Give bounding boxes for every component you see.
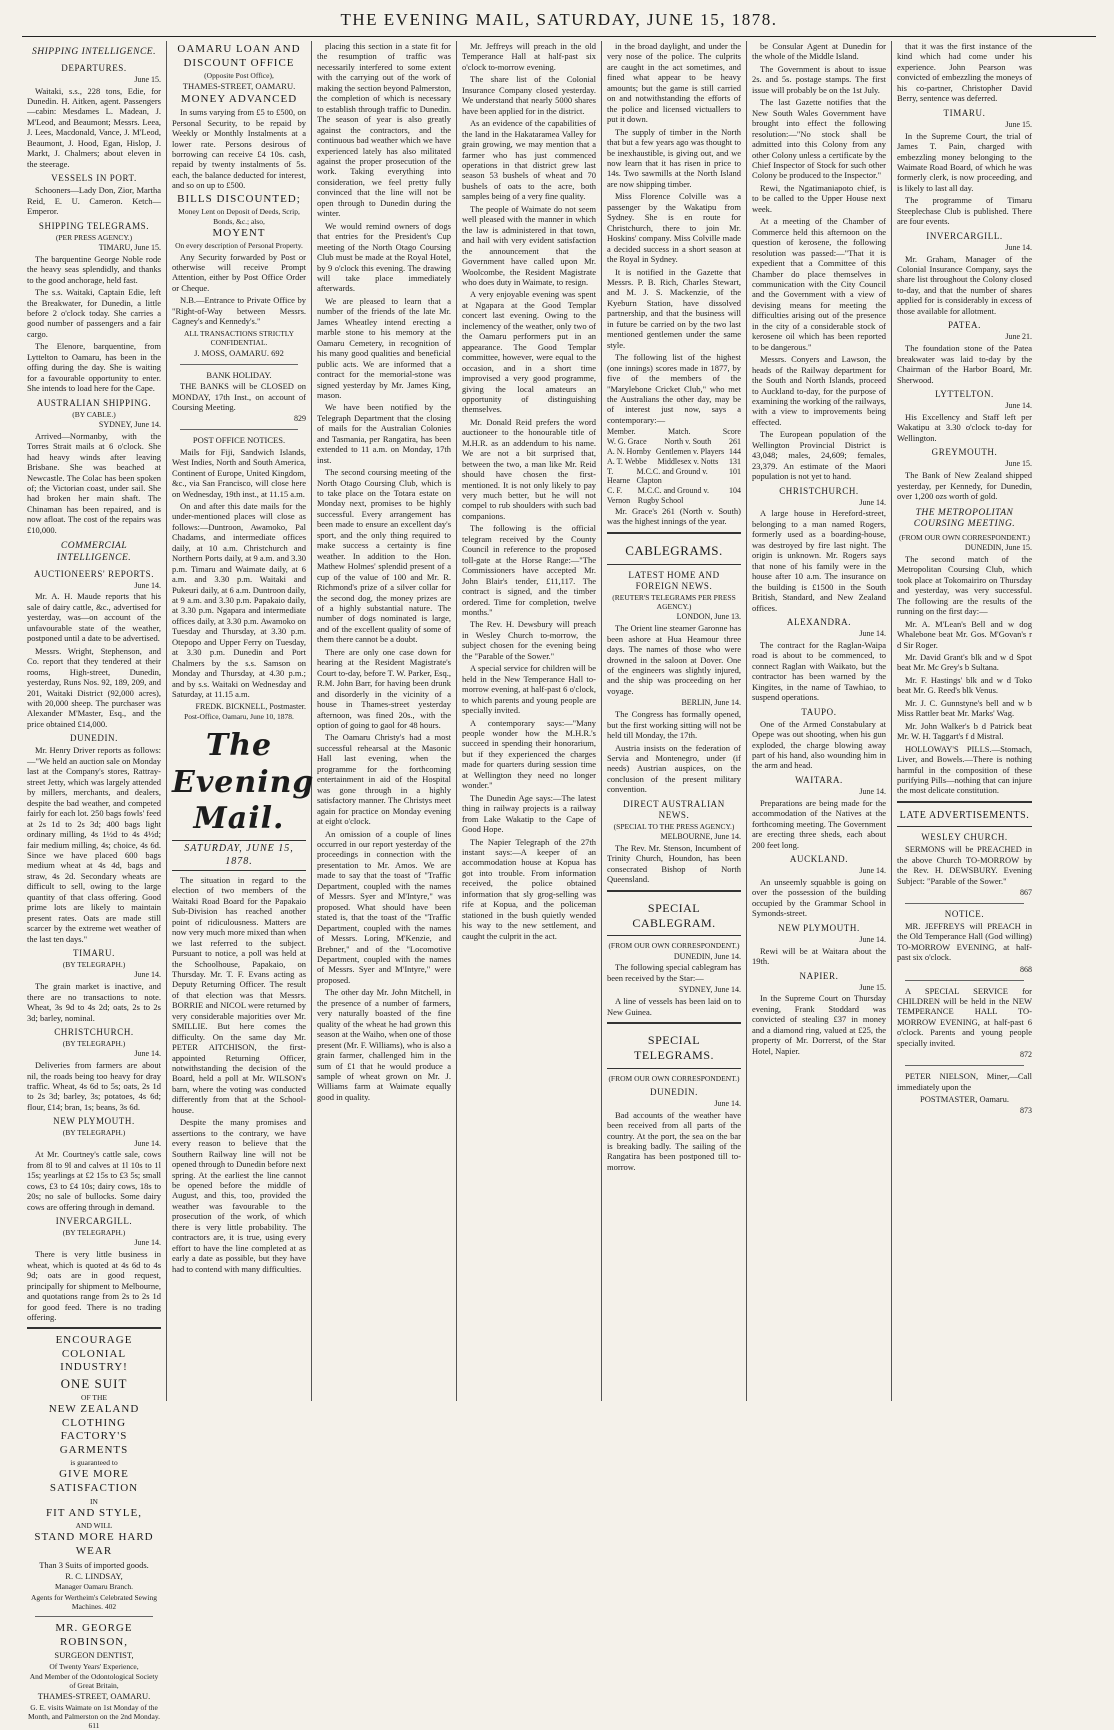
- ad-text: Agents for Wertheim's Celebrated Sewing Machines.: [31, 1592, 157, 1611]
- article-paragraph: The Rev. Mr. Stenson, Incumbent of Trinity Church, Houndon, has been consecrated Bishop of North Queensland.: [607, 843, 741, 885]
- divider: [27, 1327, 161, 1329]
- section-heading: AUCTIONEERS' REPORTS.: [33, 568, 155, 579]
- article-paragraph: In the Supreme Court on Thursday evening, Frank Stoddard was convicted of stealing £37 in money and a diamond ring, valued at £25, the property of Mr. Dorrerst, of the Star Hotel, Napier.: [752, 993, 886, 1056]
- section-heading: NOTICE.: [944, 908, 985, 919]
- score-table-header: [607, 427, 741, 437]
- special-telegrams-section: [607, 1022, 741, 1069]
- divider: [905, 1065, 1024, 1066]
- article-paragraph: The Rev. H. Dewsbury will preach in Wesley Church to-morrow, the subject chosen for the evening being the "Parable of the Sower.": [462, 619, 596, 661]
- article-paragraph: As an evidence of the capabilities of the land in the Hakataramea Valley for grain growing, we may mention that a farmer who has just commenced operations in that district grew last season 53 bushels of wheat and 70 bushels of oats to the acre, both samples being of a very fine quality.: [462, 118, 596, 202]
- ad-paragraph: N.B.—Entrance to Private Office by "Right-of-Way between Messrs. Cagney's and Kennedy's.": [172, 295, 306, 327]
- section-heading: WESLEY CHURCH.: [921, 832, 1008, 843]
- section-heading: CHRISTCHURCH.: [779, 485, 859, 496]
- article-paragraph: The following is the official telegram received by the County Council in reference to the proposed toll-gate at the Horse Range:—"The Commissioners have accepted Mr. John Blair's tender, £11,117. The contract is signed, and the timber ordered. Time for completion, twelve months.": [462, 523, 596, 618]
- ad-line: THAMES-STREET, OAMARU.: [37, 1691, 151, 1702]
- score-value: 261: [728, 437, 741, 447]
- ad-number: 868: [1020, 964, 1032, 974]
- special-cablegram-section: [607, 890, 741, 937]
- article-paragraph: Austria insists on the federation of Servia and Montenegro, under (if needs) Austrian auspices, on the conclusion of the present military convention.: [607, 742, 741, 795]
- ad-line: AND WILL: [75, 1521, 113, 1531]
- article-paragraph: Arrived—Normanby, with the Torres Strait mails at 6 o'clock. She had heavy winds after leaving Brisbane. She was beached at Newcastle. The Colac has been spoken of; the Victorian coast, under sail. She had broken her main shaft. The Chinaman has been repaired, and is now afloat. The cost of the repairs was £10,000.: [27, 430, 161, 535]
- article-paragraph: The Bank of New Zealand shipped yesterday, per Kennedy, for Dunedin, over 1,200 ozs worth of gold.: [897, 470, 1032, 502]
- article-paragraph: In the Supreme Court, the trial of James T. Pain, charged with embezzling money belonging to the Waimate Road Board, of which he was formerly clerk, is now proceeding, and is likely to last all day.: [897, 130, 1032, 193]
- column-1: [22, 41, 167, 1730]
- ad-paragraph: PETER NIELSON, Miner,—Call immediately upon the: [897, 1071, 1032, 1092]
- clothing-advertisement: [27, 1334, 161, 1611]
- section-heading: CHRISTCHURCH.: [54, 1026, 134, 1037]
- ad-line: [27, 1703, 161, 1730]
- ad-line: SURGEON DENTIST,: [54, 1650, 134, 1661]
- ad-line: POSTMASTER, Oamaru.: [919, 1094, 1009, 1105]
- article-paragraph: At a meeting of the Chamber of Commerce held this afternoon on the question of kerosene, the following resolution was passed:—"That it is expedient that a Committee of this Chamber do place themselves in communication with the City Council and the Government with a view of devising means for meeting the difficulties arising out of the presence in the city of a considerable stock of kerosene oil which has been reported to be dangerous.": [752, 216, 886, 352]
- section-heading: INVERCARGILL.: [926, 230, 1003, 241]
- subheading: (SPECIAL TO THE PRESS AGENCY.): [613, 821, 735, 831]
- article-paragraph: The s.s. Waitaki, Captain Edie, left the Breakwater, for Dunedin, a little before 2 o'clock today. She carries a good number of passengers and a fair cargo.: [27, 287, 161, 339]
- ad-line: THAMES-STREET, OAMARU.: [182, 81, 296, 92]
- newspaper-nameplate: The Evening Mail.: [172, 727, 315, 837]
- ad-headline: ENCOURAGE COLONIAL INDUSTRY!: [55, 1334, 133, 1374]
- column-6: [747, 41, 892, 1401]
- ad-headline: BANK HOLIDAY.: [206, 369, 272, 380]
- ad-line: BILLS DISCOUNTED;: [177, 192, 301, 205]
- article-paragraph: Mr. Grace's 261 (North v. South) was the highest innings of the year.: [607, 505, 741, 527]
- subheading: (FROM OUR OWN CORRESPONDENT.): [608, 1073, 740, 1083]
- score-col-score: Score: [722, 427, 741, 437]
- article-paragraph: The share list of the Colonial Insurance Company closed yesterday. We understand that nearly 5000 shares have been applied for in the district.: [462, 74, 596, 116]
- ad-line: Manager Oamaru Branch.: [54, 1582, 134, 1592]
- article-paragraph: Schooners—Lady Don, Zior, Martha Reid, E. U. Cameron. Ketch—Emperor.: [27, 185, 161, 217]
- ad-line: OF THE: [81, 1392, 107, 1402]
- article-paragraph: His Excellency and Staff left per Wakatipu at 3.30 o'clock to-day for Wellington.: [897, 411, 1032, 443]
- section-heading: ALEXANDRA.: [786, 617, 852, 627]
- section-heading: NEW PLYMOUTH.: [778, 922, 860, 933]
- article-paragraph: Messrs. Wright, Stephenson, and Co. report that they tendered at their rooms, High-street, Dunedin, yesterday, Runs Nos. 92, 189, 209, and 201, Waitaki District (92,000 acres), with 20,000 sheep. The purchaser was Alexander M'Master, Esq., and the price obtained £14,000.: [27, 645, 161, 729]
- article-paragraph: The following special cablegram has been received by the Star:—: [607, 962, 741, 983]
- editorial-paragraph: The situation in regard to the election of two members of the Waitaki Road Board for the Papakaio Sub-Division has reached another point of ridiculousness. Matters are now very much more mixed than when we last referred to the subject. Pursuant to notice, a poll was held at the Schoolhouse, Papakaio, on Thursday. Mr. T. F. Evans acting as Deputy Returning Officer. The result of that election was that Messrs. BORRIE and NICOL were returned by very considerable majorities over Mr. SMILLIE. But here comes the difficulty. On the same day Mr. PETER AITCHISON, the first-appointed Returning Officer, notwithstanding the decision of the Board, held a poll at Mr. WILSON's barn, where the voting was conducted differently from that at the School-house.: [172, 874, 306, 1115]
- dateline: June 14.: [859, 934, 886, 944]
- article-paragraph: We have been notified by the Telegraph Department that the closing of mails for the Australian Colonies and Tasmania, per Rangatira, has been extended to 11 a.m. on Monday, 17th inst.: [317, 402, 451, 465]
- article-paragraph: The foundation stone of the Patea breakwater was laid to-day by the Chairman of the Harbor Board, Mr. Sherwood.: [897, 343, 1032, 385]
- masthead: THE EVENING MAIL, SATURDAY, JUNE 15, 1878.: [22, 10, 1096, 37]
- article-paragraph: An unseemly squabble is going on over the possession of the building occupied by the Grammar School in Symonds-street.: [752, 876, 886, 919]
- article-paragraph: The Government is about to issue 2s. and 5s. postage stamps. The first issue will probably be on the 1st July.: [752, 63, 886, 95]
- cablegrams-section: [607, 532, 741, 565]
- column-3: [312, 41, 457, 1401]
- score-match: M.C.C. and Ground v. Rugby School: [637, 486, 710, 506]
- subheading: (BY TELEGRAPH.): [62, 1228, 126, 1238]
- article-paragraph: Miss Florence Colville was a passenger by the Wakatipu from Sydney. She is en route for Christchurch, there to join Mr. Hoskins' company. Miss Colville made a decided success in a short season at the Royal in Sydney.: [607, 191, 741, 265]
- ad-number: 402: [104, 1601, 117, 1611]
- column-2: [167, 41, 315, 1401]
- dateline: TIMARU, June 15.: [98, 242, 161, 252]
- section-heading: LATEST HOME AND FOREIGN NEWS.: [628, 569, 720, 591]
- table-row: [607, 437, 741, 447]
- ad-paragraph: Any Security forwarded by Post or otherwise will receive Prompt Attention, either by Post Office Order or Cheque.: [172, 251, 306, 293]
- score-col-match: Match.: [668, 427, 691, 437]
- score-match: Gentlemen v. Players: [655, 446, 725, 456]
- dateline: DUNEDIN, June 15.: [964, 543, 1032, 553]
- dateline: June 14.: [859, 497, 886, 507]
- score-member: A. N. Hornby: [607, 446, 651, 456]
- article-paragraph: Mr. Graham, Manager of the Colonial Insurance Company, says the share list throughout the Colony closed to-day, and that the number of shares applied for is considerably in excess of those available for allotment.: [897, 253, 1032, 316]
- section-heading: VESSELS IN PORT.: [51, 173, 137, 184]
- score-member: A. T. Webbe: [607, 456, 647, 466]
- article-paragraph: Waitaki, s.s., 228 tons, Edie, for Dunedin. H. Aitken, agent. Passengers—cabin: Mesdames L. Madean, J. M'Leod, and Beaumont; Messrs. Leea, J. Lees, Macdonald, Vance, J. M'Leod, Beaumont, J. Hood, Egan, Hislop, J. Markt, J. Chalmers; about eleven in the steerage.: [27, 85, 161, 169]
- article-paragraph: The barquentine George Noble rode the heavy seas splendidly, and thanks to the good anchorage, held fast.: [27, 253, 161, 285]
- list-item: Mr. David Grant's blk and w d Spot beat Mr. Mc Grey's b Sultana.: [897, 651, 1032, 673]
- ad-headline: MR. GEORGE ROBINSON,: [55, 1622, 133, 1648]
- section-heading: WAITARA.: [795, 774, 843, 785]
- table-row: [607, 447, 741, 457]
- section-heading: GREYMOUTH.: [931, 447, 998, 458]
- article-paragraph: Messrs. Conyers and Lawson, the heads of the Railway department for the South and North Islands, proceed to Auckland to-day, for the purpose of examining the working of the railways, with a view to improvements being effected.: [752, 354, 886, 427]
- dateline: June 15.: [1005, 119, 1032, 129]
- loan-office-advertisement: [172, 43, 306, 359]
- ad-paragraph: A SPECIAL SERVICE for CHILDREN will be held in the NEW TEMPERANCE HALL TO-MORROW EVENING, at half-past 6 o'clock. Parents and young people specially invited.: [897, 985, 1032, 1048]
- ad-number: 692: [271, 348, 284, 359]
- dentist-advertisement: [27, 1622, 161, 1730]
- section-heading: AUSTRALIAN SHIPPING.: [36, 397, 152, 408]
- dateline: MELBOURNE, June 14.: [660, 832, 741, 842]
- ad-line: (Opposite Post Office),: [204, 71, 274, 81]
- ad-line: MOYENT: [212, 226, 266, 239]
- subheading: (BY TELEGRAPH.): [62, 1128, 126, 1138]
- bank-holiday-notice: [172, 370, 306, 425]
- article-paragraph: The following list of the highest (one innings) scores made in 1877, by five of the members of the "Marylebone Cricket Club," who met the Australians the other day, may be of interest just now, says a contemporary:—: [607, 352, 741, 425]
- section-heading: DIRECT AUSTRALIAN NEWS.: [623, 798, 725, 820]
- ad-line: FIT AND STYLE,: [46, 1506, 142, 1519]
- ad-line: R. C. LINDSAY,: [65, 1570, 123, 1581]
- subheading: (BY TELEGRAPH.): [62, 960, 126, 970]
- article-paragraph: The European population of the Wellington Provincial District is 43,048; males, 24,609; females, 23,379. An estimate of the Maori population is not yet to hand.: [752, 429, 886, 482]
- ad-line: Post-Office, Oamaru, June 10, 1878.: [184, 712, 294, 722]
- dateline: June 15.: [134, 74, 161, 84]
- columns: [22, 41, 1096, 1730]
- ad-signature: FREDK. BICKNELL, Postmaster.: [195, 701, 306, 711]
- ad-line: IN: [90, 1496, 98, 1506]
- score-member: T. Hearne: [607, 466, 631, 486]
- section-heading: NEW PLYMOUTH.: [53, 1116, 135, 1127]
- score-table: [607, 437, 741, 506]
- article-paragraph: The second coursing meeting of the North Otago Coursing Club, which is to take place on the Totara estate on Monday next, promises to be highly successful. Every arrangement has been made to ensure an excellent day's sport, and the only thing required to make success a certainty is fine weather. In addition to the Hon. Mathew Holmes' splendid present of a cup of the value of 100 and Mr. R. Richmond's prize of a silver collar for the second dog, the money prizes are of a highly substantial nature. The number of dogs nominated is large, and of the excellent quality of some of them there cannot be a doubt.: [317, 467, 451, 645]
- dateline: June 14.: [859, 866, 886, 876]
- ad-line: NEW ZEALAND CLOTHING FACTORY'S GARMENTS: [48, 1403, 140, 1456]
- ad-number: 829: [294, 414, 306, 424]
- article-paragraph: A special service for children will be held in the New Temperance Hall to-morrow evening, at half-past 6 o'clock, to which parents and young people are specially invited.: [462, 663, 596, 716]
- article-paragraph: The Napier Telegraph of the 27th instant says:—A keeper of an accommodation house at Kopua has got into trouble. From information received, the police obtained information that sly grog-selling was rife at Kopua, and the policeman stationed in the bush quietly wended his way to the new settlement, and caught the culprit in the act.: [462, 836, 596, 941]
- article-paragraph: The contract for the Raglan-Waipa road is about to be commenced, to connect Raglan with Waikato, but the contractor has been warned by the Kingites, in the name of Tawhiao, to suspend operations.: [752, 639, 886, 703]
- article-paragraph: A contemporary says:—"Many people wonder how the M.H.R.'s succeed in spending their honorarium, but if they experienced the charges made for quarters during session time at Wellington they need no longer wonder.": [462, 717, 596, 791]
- score-value: 104: [729, 486, 741, 496]
- dateline: June 14.: [859, 629, 886, 639]
- leader-date: SATURDAY, JUNE 15, 1878.: [172, 840, 306, 871]
- section-heading: DUNEDIN.: [69, 733, 119, 744]
- ad-line: GIVE MORE SATISFACTION: [49, 1468, 139, 1494]
- ad-number: 872: [1020, 1050, 1032, 1060]
- dateline: June 14.: [859, 787, 886, 796]
- ad-headline: OAMARU LOAN AND DISCOUNT OFFICE: [177, 43, 301, 69]
- divider: [905, 980, 1024, 981]
- section-heading: SPECIAL CABLEGRAM.: [632, 900, 716, 930]
- ad-line: Of Twenty Years' Experience,: [49, 1661, 139, 1671]
- score-match: North v. South: [664, 437, 712, 447]
- ad-headline: POST OFFICE NOTICES.: [192, 435, 286, 446]
- subheading: (PER PRESS AGENCY.): [55, 232, 133, 242]
- section-heading: LATE ADVERTISEMENTS.: [899, 809, 1030, 821]
- article-paragraph: An omission of a couple of lines occurred in our report yesterday of the proceedings in connection with the presentation to Mr. Amos. We are made to say that the toast of "Traffic Department, coupled with the names of Messrs. Syer and M'Intyre," was proposed. What should have been stated is, that the toast of the "Traffic Department, coupled with the names of Messrs. Loring, M'Kenzie, and Brebner," and of the "Locomotive Department, coupled with the names of Messrs. Syer and M'Intyre," were proposed.: [317, 828, 451, 985]
- section-heading: TAUPO.: [801, 706, 837, 717]
- article-paragraph: Rewi, the Ngatimaniapoto chief, is to be called to the Upper House next week.: [752, 182, 886, 214]
- post-office-notices: [172, 435, 306, 721]
- dateline: SYDNEY, June 14.: [678, 985, 741, 995]
- article-paragraph: The grain market is inactive, and there are no transactions to note. Wheat, 3s 9d to 4s 2d; oats, 2s to 2s 3d; barley, nominal.: [27, 981, 161, 1023]
- article-paragraph: It is notified in the Gazette that Messrs. P. B. Rich, Charles Stewart, and M. J. S. Mackenzie, of the Kyeburn Station, have dissolved partnership, and that the business will in future be carried on by the two last mentioned gentlemen under the same style.: [607, 266, 741, 350]
- dateline: LONDON, June 13.: [676, 612, 741, 622]
- article-paragraph: Mr. Donald Reid prefers the word auctioneer to the honourable title of M.H.R. as an addendum to his name. We are not a bit surprised that, between the two, a man like Mr. Reid should have chosen the first-mentioned. It is not only likely to pay very much better, but he will not compel to rub shoulders with such bad companions.: [462, 416, 596, 521]
- late-advertisements-section: [897, 801, 1032, 827]
- section-heading: LYTTELTON.: [935, 389, 994, 399]
- ad-line: ALL TRANSACTIONS STRICTLY CONFIDENTIAL.: [183, 328, 295, 347]
- dateline: BERLIN, June 14.: [681, 698, 741, 708]
- ad-line: [27, 1593, 161, 1611]
- dateline: June 14.: [134, 970, 161, 980]
- list-item: Mr. A. M'Lean's Bell and w dog Whalebone beat Mr. Gos. M'Govan's r d Sir Roger.: [897, 618, 1032, 650]
- list-item: Mr. F. Hastings' blk and w d Toko beat Mr. G. Reed's blk Venus.: [897, 674, 1032, 696]
- ad-number: 867: [1020, 888, 1032, 898]
- article-paragraph: The people of Waimate do not seem well pleased with the manner in which the law is administered in that town, and hail with very evident satisfaction the announcement that the Government have called upon Mr. Woolcombe, the Resident Magistrate who does duty in Waimate, to resign.: [462, 203, 596, 287]
- article-paragraph: The Congress has formally opened, but the first working sitting will not be held till Monday, the 17th.: [607, 709, 741, 741]
- article-paragraph: A large house in Hereford-street, belonging to a man named Rogers, formerly used as a boarding-house, was destroyed by fire last night. The origin is unknown. Mr. Rogers says that none of his family were in the house after 10 a.m. The insurance on the building is £1500 in the South British, Standard, and New Zealand offices.: [752, 508, 886, 613]
- article-paragraph: A very enjoyable evening was spent at Ngapara at the Good Templar concert last evening. Owing to the inclemency of the weather, only two of the Oamaru performers put in an appearance. The Good Templar committee, however, were equal to the occasion, and in a short time improvised a very good programme, giving the local amateurs an opportunity of distinguishing themselves.: [462, 289, 596, 415]
- divider: [905, 903, 1024, 904]
- table-row: [607, 486, 741, 506]
- dateline: June 14.: [134, 1049, 161, 1059]
- section-heading: NAPIER.: [799, 970, 839, 981]
- article-paragraph: Rewi will be at Waitara about the 19th.: [752, 945, 886, 967]
- ad-paragraph: THE BANKS will be CLOSED on MONDAY, 17th Inst., on account of Coursing Meeting.: [172, 381, 306, 412]
- article-paragraph: We would remind owners of dogs that entries for the President's Cup meeting of the North Otago Coursing Club must be made at the Royal Hotel, by 9 o'clock this evening. The drawing will take place immediately afterwards.: [317, 220, 451, 294]
- ad-line: On every description of Personal Property.: [175, 241, 303, 251]
- section-heading: SPECIAL TELEGRAMS.: [634, 1033, 714, 1062]
- ad-paragraph: On and after this date mails for the under-mentioned places will close as follows:—Duntroon, Awamoko, Pal Chadams, and intermediate offices daily, at 10 a.m. Christchurch and Northern Ports daily, at 9 a.m. and 3.30 p.m. Timaru and Waimate daily, at 6 a.m. and 3.30 p.m. Waitaki and Pukeuri daily, at 6 a.m. Duntroon daily, at 9 a.m. and 3.30 p.m. Papakaio daily, at 3.30 p.m. Ngapara and intermediate offices daily, at 3.30 p.m. Awamoko on Tuesday and Thursday, at 3.30 p.m. Otepopo and Upper Ferry on Tuesday, at 3.30 p.m. Dunedin and Port Chalmers by the s.s. Samson on Monday and Thursday, at 4.30 p.m.; and by s.s. Waitaki on Wednesday and Saturday, at 11.15 a.m.: [172, 500, 306, 700]
- dateline: June 14.: [1005, 242, 1032, 252]
- table-row: [607, 457, 741, 467]
- article-paragraph: We are pleased to learn that a number of the friends of the late Mr. James Wheatley intend erecting a marble stone to his memory at the Oamaru Cemetery, in recognition of his many good qualities and beneficial public acts. We are informed that a contract for the memorial-stone was signed yesterday by Mr. James King, mason.: [317, 295, 451, 400]
- dateline: June 15.: [1005, 459, 1032, 469]
- section-heading: SHIPPING INTELLIGENCE.: [32, 47, 156, 57]
- subheading: (FROM OUR OWN CORRESPONDENT.): [898, 532, 1031, 542]
- ad-paragraph: In sums varying from £5 to £500, on Personal Security, to be repaid by Weekly or Monthly Instalments at a lower rate. Persons desirous of borrowing can receive £4 10s. cash, repaid by twenty instalments of 5s. each, the balance deducted for interest, and so on up to £500.: [172, 107, 306, 191]
- ad-line: STAND MORE HARD WEAR: [34, 1531, 154, 1557]
- ad-line: Money Lent on Deposit of Deeds, Scrip, Bonds, &c.; also,: [178, 207, 300, 226]
- article-paragraph: in the broad daylight, and under the very nose of the police. The culprits are caught in the act sometimes, and fined what appear to be heavy amounts; but the game is still carried on and notwithstanding the efforts of the police and licensed victuallers to put it down.: [607, 41, 741, 125]
- ad-number: 611: [88, 1721, 100, 1730]
- ad-paragraph: Mails for Fiji, Sandwich Islands, West Indies, North and South America, Continent of Europe, United Kingdom, &c., via San Francisco, will close here on Wednesday, 19th inst., at 11.15 a.m.: [172, 446, 306, 499]
- subheading: (REUTER'S TELEGRAMS PER PRESS AGENCY.): [612, 592, 736, 612]
- article-paragraph: The Dunedin Age says:—The latest thing in railway projects is a railway from Lake Wakatip to the Cape of Good Hope.: [462, 792, 596, 835]
- list-item: Mr. J. C. Gunnstyne's bell and w b Miss Rattler beat Mr. Marks' Wag.: [897, 697, 1032, 719]
- score-col-member: Member.: [607, 427, 636, 437]
- section-heading: TIMARU.: [73, 948, 115, 959]
- ad-line: Than 3 Suits of imported goods.: [39, 1559, 149, 1570]
- article-paragraph: Bad accounts of the weather have been received from all parts of the country. At the port, the sea on the bar is breaking badly. The sailing of the Rangatira has been postponed till to-morrow.: [607, 1109, 741, 1172]
- ad-line: And Member of the Odontological Society of Great Britain,: [29, 1671, 159, 1690]
- score-value: 144: [728, 446, 741, 456]
- section-heading: INVERCARGILL.: [55, 1216, 133, 1227]
- section-heading: DEPARTURES.: [61, 62, 127, 73]
- score-member: C. F. Vernon: [607, 486, 631, 506]
- ad-paragraph: MR. JEFFREYS will PREACH in the Old Temperance Hall (God willing) TO-MORROW EVENING, at half-past six o'clock.: [897, 920, 1032, 963]
- divider: [180, 429, 298, 430]
- ad-text: G. E. visits Waimate on 1st Monday of the Month, and Palmerston on the 2nd Monday.: [27, 1702, 160, 1721]
- section-heading: AUCKLAND.: [789, 854, 849, 865]
- dateline: June 14.: [134, 1238, 161, 1248]
- table-row: [607, 467, 741, 487]
- article-paragraph: Mr. Jeffreys will preach in the old Temperance Hall at half-past six o'clock to-morrow evening.: [462, 41, 596, 72]
- column-5: [602, 41, 747, 1401]
- section-heading: THE METROPOLITAN COURSING MEETING.: [913, 507, 1016, 530]
- column-4: [457, 41, 602, 1401]
- article-paragraph: Deliveries from farmers are about nil, the roads being too heavy for dray traffic. Wheat, 4s 6d to 5s; oats, 2s 1d to 2s 3d; barley, 3s; potatoes, 4s 6d; flour, £14; bran, 1s; beans, 3s 6d.: [27, 1060, 161, 1112]
- article-paragraph: HOLLOWAY'S PILLS.—Stomach, Liver, and Bowels.—There is nothing harmful in the composition of these purifying Pills—nothing that can injure the most delicate constitution.: [897, 743, 1032, 796]
- subheading: (FROM OUR OWN CORRESPONDENT.): [608, 941, 740, 951]
- article-paragraph: Mr. A. H. Maude reports that his sale of dairy cattle, &c., advertised for yesterday, was—on account of the unfavourable state of the weather, postponed until a date to be advertised.: [27, 591, 161, 644]
- dateline: June 14.: [134, 580, 161, 590]
- subheading: (BY TELEGRAPH.): [62, 1039, 126, 1049]
- ad-line: MONEY ADVANCED: [180, 92, 298, 105]
- dateline: June 14.: [1005, 401, 1032, 411]
- article-paragraph: The Elenore, barquentine, from Lyttelton to Oamaru, has been in the offing during the day. She is waiting for a favourable opportunity to enter. She intends to load here for the Cape.: [27, 341, 161, 394]
- article-paragraph: At Mr. Courtney's cattle sale, cows from 8l to 9l and calves at 1l 10s to 1l 15s; yearlings at £2 15s to £3 5s; small cows, £3 to £4 10s; dairy cows, 18s to 20s; no sale of bullocks. Some dairy cows are offering through in demand.: [27, 1149, 161, 1212]
- ad-number: 873: [1020, 1106, 1032, 1116]
- divider: [180, 364, 298, 365]
- article-paragraph: The Orient line steamer Garonne has been ashore at Hua Heamour three days. The names of those who were drowned in the saloon at Dover. One of the engineers was slightly injured, and the ship was proceeding on her voyage.: [607, 623, 741, 696]
- article-paragraph: be Consular Agent at Dunedin for the whole of the Middle Island.: [752, 41, 886, 62]
- ad-line: is guaranteed to: [70, 1458, 118, 1468]
- section-heading: SHIPPING TELEGRAMS.: [38, 220, 150, 231]
- score-value: 101: [729, 466, 741, 476]
- ad-line: [172, 348, 306, 358]
- article-paragraph: The other day Mr. John Mitchell, in the presence of a number of farmers, very naturally boasted of the fine quality of the wheat he had grown this season at the Waiho, when one of those present (Mr. F. Williams), who is also a grain farmer, challenged him in the sum of £1 that he would produce a sample of wheat grown on Mr. J. Williams farm at Waimate equally good in quality.: [317, 987, 451, 1102]
- score-value: 131: [728, 456, 741, 466]
- dateline: June 15.: [859, 982, 886, 992]
- divider: [35, 1616, 153, 1617]
- section-heading: DUNEDIN.: [649, 1086, 699, 1097]
- section-heading: COMMERCIAL INTELLIGENCE.: [56, 541, 132, 563]
- article-paragraph: placing this section in a state fit for the resumption of traffic was necessarily interfered to some extent with the carrying out of the work of making the section beyond Palmerston, the completion of which is necessary to establish through traffic to Dunedin. The season of year is also greatly against the contractors, and the continuous bad weather which we have experienced lately has also militated against the proper prosecution of the work. Taking everything into consideration, we feel pretty fully convinced that the line will not be open through to Dunedin during the winter.: [317, 41, 451, 219]
- subheading: (BY CABLE.): [72, 409, 116, 419]
- dateline: June 14.: [714, 1098, 741, 1108]
- article-paragraph: Preparations are being made for the accommodation of the Natives at the forthcoming meeting. The Government are erecting three sheds, each about 200 feet long.: [752, 797, 886, 850]
- section-heading: CABLEGRAMS.: [625, 542, 723, 558]
- article-paragraph: One of the Armed Constabulary at Opepe was out shooting, when his gun exploded, the charge blowing away part of his hand, also wounding him in the arm and head.: [752, 718, 886, 771]
- column-7: [892, 41, 1037, 1401]
- article-paragraph: The second match of the Metropolitan Coursing Club, which took place at Tokomairiro on Thursday and yesterday, was very successful. The following are the results of the running on the first day:—: [897, 553, 1032, 617]
- dateline: June 21.: [1005, 332, 1032, 342]
- score-member: W. G. Grace: [607, 437, 647, 447]
- article-paragraph: The programme of Timaru Steeplechase Club is published. There are four events.: [897, 195, 1032, 227]
- article-paragraph: There are only one case down for hearing at the Resident Magistrate's Court to-day, before T. W. Parker, Esq., R.M. John Barr, for having been drunk and disorderly in the vicinity of a house in Thames-street yesterday afternoon, was fined 20s., with the option of going to gaol for 48 hours.: [317, 646, 451, 730]
- score-match: Middlesex v. Notts: [657, 456, 719, 466]
- article-paragraph: A line of vessels has been laid on to New Guinea.: [607, 996, 741, 1017]
- article-paragraph: that it was the first instance of the kind which had come under his experience. John Pearson was convicted of embezzling the moneys of his co-partner, Christopher David Berry, sentence was deferred.: [897, 41, 1032, 104]
- section-heading: TIMARU.: [943, 107, 986, 118]
- article-paragraph: The Oamaru Christy's had a most successful rehearsal at the Masonic Hall last evening, when the programme for the forthcoming entertainment in aid of the Hospital was gone through in a highly satisfactory manner. The Christys meet again for practice on Monday evening at eight o'clock.: [317, 732, 451, 827]
- article-paragraph: The supply of timber in the North that but a few years ago was thought to be inexhaustible, is giving out, and we now learn that it has risen in price to 14s. Two sawmills at the North Island are now shipping timber.: [607, 126, 741, 189]
- dateline: June 14.: [134, 1138, 161, 1148]
- ad-line: ONE SUIT: [60, 1376, 128, 1391]
- ad-paragraph: SERMONS will be PREACHED in the above Church TO-MORROW by the Rev. H. DEWSBURY. Evening Subject: "Parable of the Sower.": [897, 844, 1032, 886]
- score-match: M.C.C. and Ground v. Clapton: [636, 466, 708, 486]
- article-paragraph: Mr. Henry Driver reports as follows:—"We held an auction sale on Monday last at the Company's stores, Rattray-street Jetty, which was largely attended by millers, merchants, and dealers, despite the bad weather, and competed fairly for each lot. 250 bags fowls' feed at 2s 1d to 2s 3d; 400 bags light ordinary milling, 4s 1½d to 4s 4½d; fair medium milling, 4s; choice, 4s 6d. Since we have placed 600 bags medium wheat at 4s 4d, bags and straw, 4s 2d. Secondary wheats are difficult to sell, owing to the large quantity of that class offering. Good prime lots are likely to maintain present rates. Oats are made still scarcer by the extreme wet weather of the last ten days.": [27, 745, 161, 944]
- editorial-paragraph: Despite the many promises and assertions to the contrary, we have every reason to believe that the Southern Railway line will not be opened through to Dunedin before next spring. At the earliest the line cannot be opened before the middle of August, and this, too, provided the weather was favourable to the prosecution of the work, of which there is very little probability. The contractors are, it is true, using every effort to have the line completed at as early a date as possible, but they have had to contend with many difficulties.: [172, 1117, 306, 1274]
- dateline: DUNEDIN, June 14.: [673, 951, 741, 961]
- article-paragraph: There is very little business in wheat, which is quoted at 4s 6d to 4s 9d; oats are in good request, principally for shipment to Melbourne, and quotations range from 2s to 2s 1d for good feed. There is no trading offering.: [27, 1249, 161, 1322]
- ad-text: J. MOSS, OAMARU.: [194, 348, 269, 359]
- dateline: SYDNEY, June 14.: [98, 419, 161, 429]
- section-heading: PATEA.: [947, 320, 982, 331]
- article-paragraph: The last Gazette notifies that the New South Wales Government have brought into effect the following resolution:—"No stock shall be admitted into this Colony from any other Colony unless a certificate by the Chief Inspector of Stock for such other Colony be produced to the Inspector.": [752, 97, 886, 181]
- list-item: Mr. John Walker's b d Patrick beat Mr. W. H. Taggart's f d Mistral.: [897, 720, 1032, 742]
